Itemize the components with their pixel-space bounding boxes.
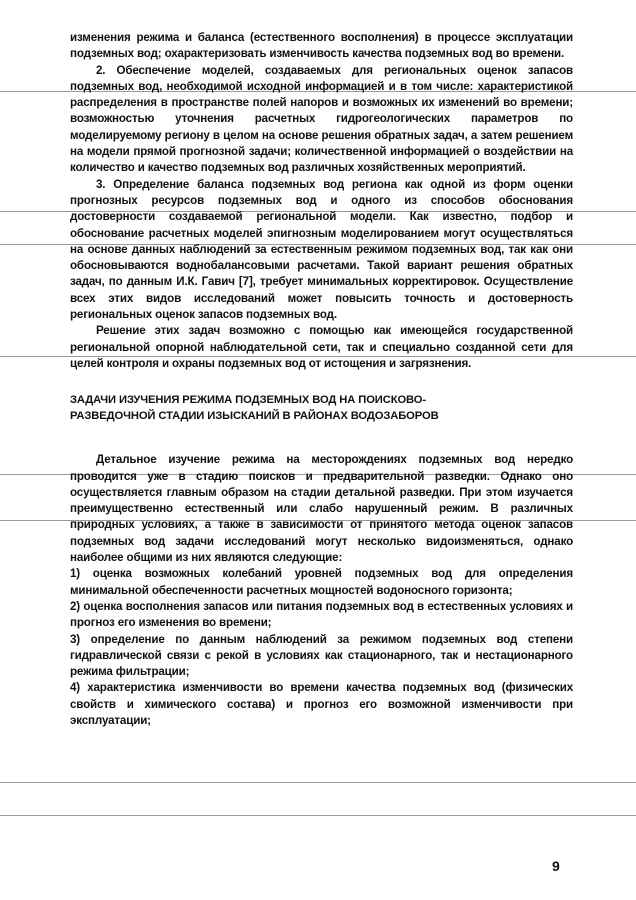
solution-paragraph: Решение этих задач возможно с помощью как имеющейся государственной региональной опорной наблюдательной сети, так и специально созданной сети для целей контроля и охраны подземных вод от истощения и загрязнения. [70, 324, 573, 370]
section-heading [70, 392, 573, 424]
section-heading-line-1: ЗАДАЧИ ИЗУЧЕНИЯ РЕЖИМА ПОДЗЕМНЫХ ВОД НА ПОИСКОВО- [70, 394, 426, 407]
list-item: 3) определение по данным наблюдений за режимом подземных вод степени гидравлической связи с рекой в условиях как стационарного, так и нестационарного режима фильтрации; [70, 632, 573, 679]
intro-paragraph: изменения режима и баланса (естественного восполнения) в процессе эксплуатации подземных вод; охарактеризовать изменчивость качества подземных вод во времени. [70, 31, 573, 61]
text-column [70, 30, 573, 729]
point-3-paragraph: 3. Определение баланса подземных вод региона как одной из форм оценки прогнозных ресурсов подземных вод и одного из способов обоснования достоверности создаваемой региональной модели. Как известно, подбор и обоснование расчетных моделей эпигнозным моделированием могут осуществляться на основе данных наблюдений за естественным режимом подземных вод, так как они обосновываются воднобалансовыми расчетами. Такой вариант решения обратных задач, по данным И.К. Гавич [7], требует минимальных корректировок. Осуществление всех этих видов исследований может повысить точность и достоверность региональных оценок запасов подземных вод. [70, 177, 573, 322]
task-list [70, 566, 573, 729]
list-item: 4) характеристика изменчивости во времени качества подземных вод (физических свойств и химического состава) и прогноз его возможной изменчивости при эксплуатации; [70, 681, 573, 727]
page-number: 9 [552, 858, 560, 874]
scan-line [0, 815, 636, 816]
list-item: 1) оценка возможных колебаний уровней подземных вод для определения минимальной обеспеченности расчетных мощностей водоносного горизонта; [70, 567, 573, 597]
scan-line [0, 782, 636, 783]
list-item: 2) оценка восполнения запасов или питания подземных вод в естественных условиях и прогноз его изменения во времени; [70, 599, 573, 630]
section-heading-line-2: РАЗВЕДОЧНОЙ СТАДИИ ИЗЫСКАНИЙ В РАЙОНАХ ВОДОЗАБОРОВ [70, 410, 439, 423]
detail-paragraph: Детальное изучение режима на месторождениях подземных вод нередко проводится уже в стадию поисков и предварительной разведки. Однако оно осуществляется главным образом на стадии детальной разведки. При этом изучается преимущественно естественный или слабо нарушенный режим. В различных природных условиях, а также в зависимости от принятого метода оценок запасов подземных вод задачи исследований могут несколько видоизменяться, однако наиболее общими из них являются следующие: [70, 453, 573, 565]
point-2-paragraph: 2. Обеспечение моделей, создаваемых для региональных оценок запасов подземных вод, необходимой исходной информацией и в том числе: характеристикой распределения в пространстве полей напоров и возможных их изменений во времени; возможностью уточнения расчетных гидрогеологических параметров по моделируемому региону в целом на основе решения обратных задач, а затем решением на модели прямой прогнозной задачи; количественной информацией о воздействии на количество и качество подземных вод различных хозяйственных мероприятий. [70, 63, 573, 175]
